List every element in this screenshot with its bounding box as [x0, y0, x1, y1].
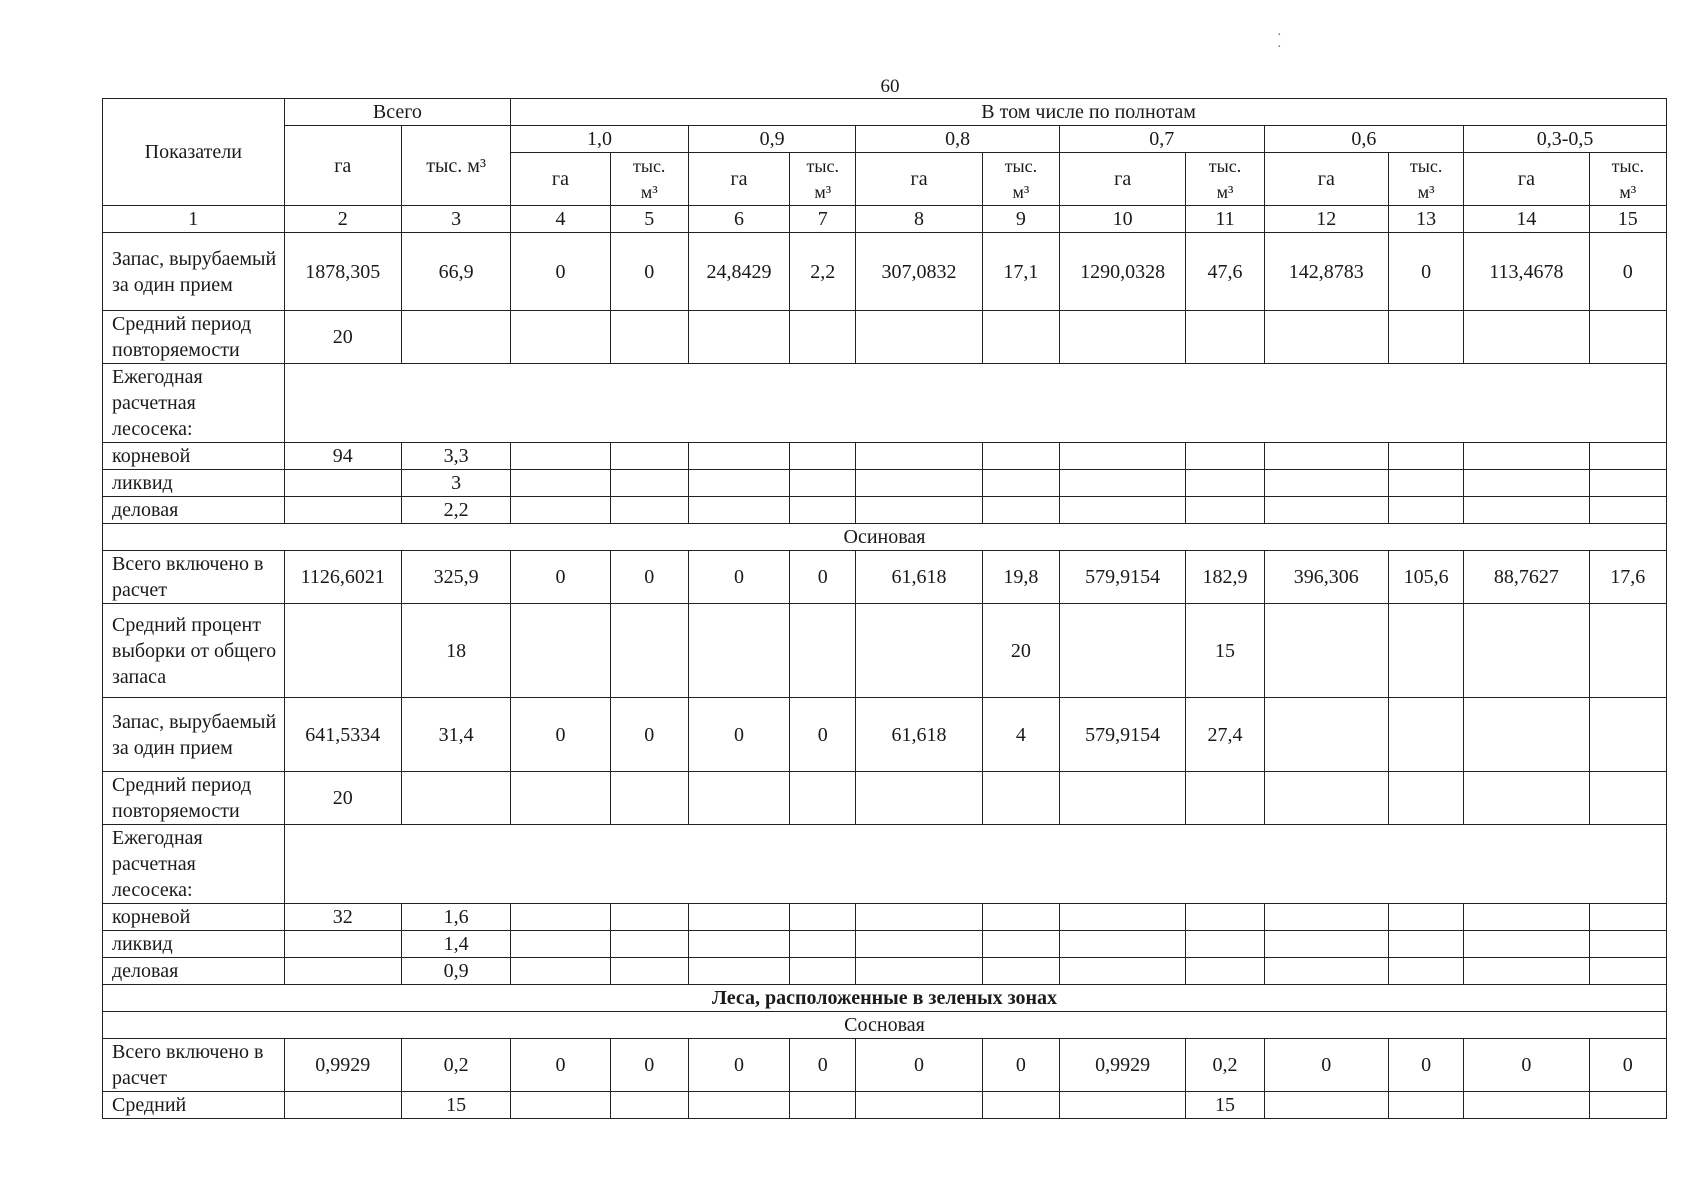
table-cell [511, 931, 610, 958]
header-density: 1,0 [511, 126, 689, 153]
table-cell [1264, 958, 1388, 985]
table-cell: 2,2 [401, 497, 510, 524]
empty-span-cell [284, 364, 1666, 443]
table-cell [688, 904, 789, 931]
table-cell [284, 470, 401, 497]
table-cell: 0 [511, 698, 610, 772]
table-cell: 94 [284, 443, 401, 470]
table-cell [610, 931, 688, 958]
column-number: 2 [284, 206, 401, 233]
row-label: корневой [103, 904, 285, 931]
column-number: 4 [511, 206, 610, 233]
table-cell: 61,618 [856, 698, 982, 772]
table-cell [1464, 1092, 1589, 1119]
table-cell: 0 [688, 1039, 789, 1092]
table-row [103, 311, 1667, 364]
header-total-ha: га [284, 126, 401, 206]
table-cell: 4 [982, 698, 1059, 772]
table-cell [610, 311, 688, 364]
column-number: 15 [1589, 206, 1666, 233]
table-row [103, 931, 1667, 958]
table-cell: 0,9929 [284, 1039, 401, 1092]
column-number: 9 [982, 206, 1059, 233]
table-row [103, 604, 1667, 698]
table-cell [688, 931, 789, 958]
scan-mark: · [1277, 28, 1282, 43]
table-cell: 20 [284, 311, 401, 364]
header-unit-m3: тыс. м³ [610, 153, 688, 206]
table-cell: 1878,305 [284, 233, 401, 311]
table-cell [511, 470, 610, 497]
table-cell: 0 [610, 233, 688, 311]
scan-mark: · [1277, 40, 1282, 55]
table-row [103, 958, 1667, 985]
table-cell [1264, 443, 1388, 470]
column-number: 10 [1059, 206, 1185, 233]
page-number: 60 [880, 76, 900, 97]
header-unit-m3: тыс. м³ [1589, 153, 1666, 206]
table-cell [688, 1092, 789, 1119]
row-label: Средний процент выборки от общего запаса [103, 604, 285, 698]
table-cell: 19,8 [982, 551, 1059, 604]
header-density: 0,6 [1264, 126, 1464, 153]
table-cell [1589, 311, 1666, 364]
table-cell [1388, 470, 1463, 497]
table-cell: 0 [511, 233, 610, 311]
column-number: 8 [856, 206, 982, 233]
header-unit-m3: тыс. м³ [982, 153, 1059, 206]
table-cell: 325,9 [401, 551, 510, 604]
table-cell [1464, 470, 1589, 497]
table-cell: 0 [610, 698, 688, 772]
table-cell: 0 [790, 1039, 856, 1092]
table-cell [401, 311, 510, 364]
table-cell [856, 604, 982, 698]
table-row [103, 825, 1667, 904]
header-density: 0,7 [1059, 126, 1264, 153]
table-cell: 3,3 [401, 443, 510, 470]
table-cell [1264, 604, 1388, 698]
table-cell [1464, 497, 1589, 524]
column-number: 11 [1186, 206, 1264, 233]
table-cell: 0 [1388, 233, 1463, 311]
table-cell: 27,4 [1186, 698, 1264, 772]
table-cell [1388, 772, 1463, 825]
table-cell [1464, 698, 1589, 772]
table-cell [1059, 772, 1185, 825]
table-cell: 17,1 [982, 233, 1059, 311]
row-label: Ежегодная расчетная лесосека: [103, 364, 285, 443]
column-number: 13 [1388, 206, 1463, 233]
section-heading: Осиновая [103, 524, 1667, 551]
header-total: Всего [284, 99, 511, 126]
table-cell: 1290,0328 [1059, 233, 1185, 311]
table-cell: 0 [1264, 1039, 1388, 1092]
row-label: Средний период повторяемости [103, 772, 285, 825]
table-cell [1264, 698, 1388, 772]
table-cell [1186, 958, 1264, 985]
table-cell [284, 1092, 401, 1119]
table-cell [982, 904, 1059, 931]
row-label: деловая [103, 497, 285, 524]
table-cell [856, 443, 982, 470]
table-cell: 24,8429 [688, 233, 789, 311]
table-cell [511, 958, 610, 985]
table-cell [610, 604, 688, 698]
table-cell [511, 443, 610, 470]
table-cell: 0 [511, 1039, 610, 1092]
table-cell [1589, 772, 1666, 825]
table-cell [1388, 904, 1463, 931]
table-cell [982, 311, 1059, 364]
table-cell [1186, 470, 1264, 497]
header-density: 0,8 [856, 126, 1060, 153]
row-label: Ежегодная расчетная лесосека: [103, 825, 285, 904]
table-cell [1464, 958, 1589, 985]
table-cell [1388, 931, 1463, 958]
table-cell [1264, 772, 1388, 825]
table-cell [1464, 604, 1589, 698]
table-cell [1059, 443, 1185, 470]
table-cell [610, 497, 688, 524]
table-cell [610, 958, 688, 985]
table-cell [856, 772, 982, 825]
table-cell [1464, 311, 1589, 364]
column-number: 14 [1464, 206, 1589, 233]
table-cell [1464, 443, 1589, 470]
table-cell [1464, 904, 1589, 931]
header-unit-ha: га [1464, 153, 1589, 206]
table-cell [688, 958, 789, 985]
table-cell [511, 311, 610, 364]
table-cell: 0 [982, 1039, 1059, 1092]
table-cell [982, 958, 1059, 985]
header-density: 0,9 [688, 126, 856, 153]
table-cell: 0 [856, 1039, 982, 1092]
header-unit-ha: га [1264, 153, 1388, 206]
table-cell [1388, 1092, 1463, 1119]
table-cell [856, 958, 982, 985]
header-total-m3: тыс. м³ [401, 126, 510, 206]
table-cell [790, 772, 856, 825]
table-cell [1059, 931, 1185, 958]
table-cell [688, 470, 789, 497]
table-cell: 0 [790, 698, 856, 772]
table-cell [790, 497, 856, 524]
row-label: корневой [103, 443, 285, 470]
header-density: 0,3-0,5 [1464, 126, 1667, 153]
table-row [103, 1039, 1667, 1092]
table-cell: 15 [1186, 604, 1264, 698]
table-cell [688, 604, 789, 698]
table-cell [982, 931, 1059, 958]
header-unit-ha: га [856, 153, 982, 206]
table-cell [1589, 497, 1666, 524]
table-cell: 396,306 [1264, 551, 1388, 604]
table-cell: 1,4 [401, 931, 510, 958]
table-row [103, 233, 1667, 311]
header-unit-m3: тыс. м³ [1186, 153, 1264, 206]
row-label: Средний период повторяемости [103, 311, 285, 364]
table-cell [856, 497, 982, 524]
table-cell [511, 604, 610, 698]
table-cell [511, 497, 610, 524]
table-cell [1388, 698, 1463, 772]
table-cell [856, 311, 982, 364]
header-unit-ha: га [688, 153, 789, 206]
table-cell [610, 1092, 688, 1119]
table-cell: 66,9 [401, 233, 510, 311]
table-cell [1186, 443, 1264, 470]
table-cell [856, 470, 982, 497]
table-cell: 88,7627 [1464, 551, 1589, 604]
section-row [103, 1012, 1667, 1039]
table-cell [688, 311, 789, 364]
table-cell: 3 [401, 470, 510, 497]
table-cell [1264, 470, 1388, 497]
table-cell [982, 470, 1059, 497]
table-cell [688, 497, 789, 524]
table-cell [284, 604, 401, 698]
table-cell [1264, 904, 1388, 931]
table-cell [790, 443, 856, 470]
table-cell: 641,5334 [284, 698, 401, 772]
table-cell: 0,9 [401, 958, 510, 985]
table-cell [284, 931, 401, 958]
table-cell [1059, 1092, 1185, 1119]
table-cell [1059, 604, 1185, 698]
table-cell [982, 497, 1059, 524]
table-cell: 15 [1186, 1092, 1264, 1119]
table-cell [1388, 958, 1463, 985]
table-cell [1059, 904, 1185, 931]
column-number: 3 [401, 206, 510, 233]
table-cell [1589, 470, 1666, 497]
table-cell: 579,9154 [1059, 698, 1185, 772]
table-cell: 61,618 [856, 551, 982, 604]
header-unit-ha: га [1059, 153, 1185, 206]
table-cell [982, 443, 1059, 470]
column-number: 7 [790, 206, 856, 233]
row-label: Средний [103, 1092, 285, 1119]
table-cell [1186, 497, 1264, 524]
table-cell: 1126,6021 [284, 551, 401, 604]
row-label: ликвид [103, 931, 285, 958]
table-cell [1589, 931, 1666, 958]
table-cell: 0 [610, 1039, 688, 1092]
table-row [103, 443, 1667, 470]
table-cell: 0 [1464, 1039, 1589, 1092]
table-cell: 0 [511, 551, 610, 604]
table-cell [1059, 958, 1185, 985]
table-cell [610, 470, 688, 497]
table-cell: 2,2 [790, 233, 856, 311]
table-cell: 113,4678 [1464, 233, 1589, 311]
row-label: деловая [103, 958, 285, 985]
table-cell [790, 958, 856, 985]
section-row [103, 985, 1667, 1012]
table-cell: 105,6 [1388, 551, 1463, 604]
row-label: Всего включено в расчет [103, 551, 285, 604]
table-cell [1589, 1092, 1666, 1119]
header-unit-m3: тыс. м³ [1388, 153, 1463, 206]
table-cell: 0 [1388, 1039, 1463, 1092]
table-cell: 0 [688, 698, 789, 772]
column-number: 12 [1264, 206, 1388, 233]
table-cell [790, 931, 856, 958]
allowable-cut-table [102, 98, 1667, 1119]
table-cell [1589, 604, 1666, 698]
section-heading: Леса, расположенные в зеленых зонах [103, 985, 1667, 1012]
header-by-density: В том числе по полнотам [511, 99, 1667, 126]
table-cell [284, 958, 401, 985]
table-cell [1186, 904, 1264, 931]
table-cell: 17,6 [1589, 551, 1666, 604]
table-cell: 142,8783 [1264, 233, 1388, 311]
table-cell [1388, 604, 1463, 698]
table-cell: 0 [688, 551, 789, 604]
table-cell: 0 [790, 551, 856, 604]
table-cell [1186, 772, 1264, 825]
empty-span-cell [284, 825, 1666, 904]
table-row [103, 1092, 1667, 1119]
table-cell: 0 [610, 551, 688, 604]
table-cell: 32 [284, 904, 401, 931]
table-cell [1589, 443, 1666, 470]
table-cell [1059, 470, 1185, 497]
table-cell [610, 443, 688, 470]
table-cell [1186, 311, 1264, 364]
header-unit-ha: га [511, 153, 610, 206]
table-cell: 182,9 [1186, 551, 1264, 604]
table-cell [401, 772, 510, 825]
table-cell [856, 1092, 982, 1119]
table-row [103, 364, 1667, 443]
table-cell [610, 904, 688, 931]
table-cell [688, 443, 789, 470]
table-cell [1388, 311, 1463, 364]
table-cell: 18 [401, 604, 510, 698]
table-cell: 31,4 [401, 698, 510, 772]
table-cell [1589, 958, 1666, 985]
table-cell [790, 604, 856, 698]
table-cell [790, 904, 856, 931]
table-cell [1264, 931, 1388, 958]
table-cell: 47,6 [1186, 233, 1264, 311]
table-cell [1264, 1092, 1388, 1119]
table-cell: 0,2 [1186, 1039, 1264, 1092]
table-cell [982, 772, 1059, 825]
column-number: 5 [610, 206, 688, 233]
column-number: 1 [103, 206, 285, 233]
table-cell [1059, 311, 1185, 364]
section-heading: Сосновая [103, 1012, 1667, 1039]
table-cell [1464, 931, 1589, 958]
table-cell: 15 [401, 1092, 510, 1119]
column-number: 6 [688, 206, 789, 233]
table-cell [856, 904, 982, 931]
table-cell: 0 [1589, 1039, 1666, 1092]
table-cell [1264, 311, 1388, 364]
table-cell [790, 1092, 856, 1119]
table-cell [688, 772, 789, 825]
table-row [103, 470, 1667, 497]
table-cell [1388, 497, 1463, 524]
row-label: ликвид [103, 470, 285, 497]
table-cell [1464, 772, 1589, 825]
table-row [103, 772, 1667, 825]
table-cell: 1,6 [401, 904, 510, 931]
table-cell [982, 1092, 1059, 1119]
row-label: Всего включено в расчет [103, 1039, 285, 1092]
row-label: Запас, вырубаемый за один прием [103, 233, 285, 311]
row-label: Запас, вырубаемый за один прием [103, 698, 285, 772]
table-cell [1059, 497, 1185, 524]
table-cell [1186, 931, 1264, 958]
table-row [103, 551, 1667, 604]
table-cell [511, 904, 610, 931]
table-cell [284, 497, 401, 524]
table-cell [511, 1092, 610, 1119]
table-cell [790, 311, 856, 364]
table-row [103, 698, 1667, 772]
table-cell: 20 [284, 772, 401, 825]
header-unit-m3: тыс. м³ [790, 153, 856, 206]
table-cell: 307,0832 [856, 233, 982, 311]
table-cell [511, 772, 610, 825]
table-cell: 579,9154 [1059, 551, 1185, 604]
table-cell [1388, 443, 1463, 470]
table-row [103, 497, 1667, 524]
table-row [103, 904, 1667, 931]
table-cell [856, 931, 982, 958]
table-cell [1264, 497, 1388, 524]
section-row [103, 524, 1667, 551]
table-cell: 0,2 [401, 1039, 510, 1092]
table-cell [1589, 904, 1666, 931]
table-cell [1589, 698, 1666, 772]
header-indicator: Показатели [103, 99, 285, 206]
table-cell: 0 [1589, 233, 1666, 311]
table-cell: 0,9929 [1059, 1039, 1185, 1092]
table-cell: 20 [982, 604, 1059, 698]
table-cell [790, 470, 856, 497]
table-cell [610, 772, 688, 825]
